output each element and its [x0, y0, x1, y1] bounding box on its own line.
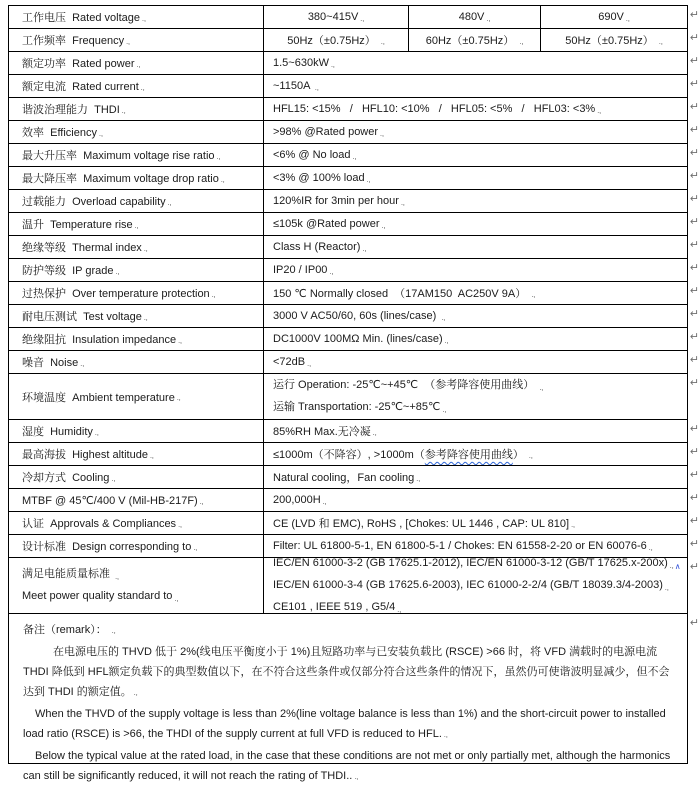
spec-value-cell [263, 443, 687, 465]
spec-value-cell [540, 29, 687, 51]
spec-label: 满足电能质量标准 [22, 567, 114, 580]
cell-end-mark: ., [441, 314, 446, 322]
row-end-mark: ↵ [689, 446, 699, 458]
table-row-voltage-drop [9, 167, 699, 190]
row-end-mark: ↵ [689, 193, 699, 205]
table-row-efficiency [9, 121, 699, 144]
spec-value-cell [263, 535, 687, 557]
spec-label: 工作频率 Frequency [22, 35, 125, 47]
spec-value-cell [263, 259, 687, 281]
cell-end-mark: ., [80, 360, 85, 368]
cell-end-mark: ., [329, 268, 334, 276]
table-row-cooling [9, 466, 699, 489]
row-end-mark: ↵ [689, 285, 699, 297]
spec-value-cell [263, 328, 687, 350]
row-end-mark: ↵ [689, 170, 699, 182]
table-row-power-quality [9, 558, 699, 614]
spec-label: Meet power quality standard to [22, 589, 173, 602]
cell-end-mark: ., [216, 153, 221, 161]
cell-end-mark: ., [442, 406, 447, 414]
value-line [273, 397, 446, 419]
cell-end-mark: ., [381, 222, 386, 230]
spec-label: 绝缘等级 Thermal index [22, 242, 142, 254]
row-end-mark: ↵ [689, 55, 699, 67]
spec-label: 温升 Temperature rise [22, 219, 133, 231]
cell-end-mark: ., [220, 176, 225, 184]
table-row-remark [9, 614, 699, 782]
row-end-mark: ↵ [689, 423, 699, 435]
remark-cell [9, 614, 687, 782]
cell-end-mark: ., [193, 544, 198, 552]
cell-end-mark: ., [486, 15, 491, 23]
remark-title: 备注（remark）： [23, 624, 110, 636]
remark-text: When the THVD of the supply voltage is less than 2%(line voltage balance is less than 1%) and the short-circuit power to installed load ratio (RSCE) is >66, the THDI of the supply current at full VFD is reduced to HFL. [23, 708, 669, 740]
cell-end-mark: ., [121, 107, 126, 115]
cell-end-mark: ., [314, 84, 319, 92]
spec-value-cell [408, 29, 540, 51]
spec-value: Filter: UL 61800-5-1, EN 61800-5-1 / Chokes: EN 61558-2-20 or EN 60076-6 [273, 540, 647, 552]
spec-label: 设计标准 Design corresponding to [22, 541, 192, 553]
spec-label-cell [9, 98, 263, 120]
table-row-noise [9, 351, 699, 374]
spec-value: <6% @ No load [273, 149, 351, 161]
spec-label: MTBF @ 45℃/400 V (Mil-HB-217F) [22, 494, 198, 507]
cell-end-mark: ., [211, 291, 216, 299]
spec-label-cell [9, 6, 263, 28]
table-row-rated-voltage [9, 6, 699, 29]
spec-value: 3000 V AC50/60, 60s (lines/case) [273, 310, 440, 322]
spec-value-cell [263, 190, 687, 212]
row-end-mark: ↵ [689, 124, 699, 136]
spec-value-cell [263, 282, 687, 304]
spec-value: 200,000H [273, 494, 321, 506]
cell-end-mark: ., [140, 84, 145, 92]
spec-value-cell [263, 466, 687, 488]
spec-value: CE101 , IEEE 519 , G5/4 [273, 600, 396, 613]
value-line [273, 597, 401, 614]
value-line [273, 375, 543, 397]
spec-label-cell [9, 489, 263, 511]
table-row-ip-grade [9, 259, 699, 282]
spec-value: 150 ℃ Normally closed （17AM150 AC250V 9A） [273, 288, 530, 300]
cell-end-mark: ., [539, 384, 544, 392]
cell-end-mark: ., [174, 595, 179, 603]
row-end-mark: ↵ [689, 147, 699, 159]
spec-value: IEC/EN 61000-3-4 (GB 17625.6-2003), IEC 61000-2-2/4 (GB/T 18039.3/4-2003) [273, 578, 663, 591]
spec-label-cell [9, 535, 263, 557]
table-row-over-temp-protection [9, 282, 699, 305]
cell-end-mark: ., [380, 38, 385, 46]
row-end-mark: ↵ [689, 308, 699, 320]
cell-end-mark: ., [443, 732, 448, 739]
spec-value-cell [540, 6, 687, 28]
spec-value: 480V [458, 11, 485, 23]
spec-label-cell [9, 236, 263, 258]
spec-label: 效率 Efficiency [22, 127, 97, 139]
cell-end-mark: ., [178, 521, 182, 529]
spec-value-cell [263, 98, 687, 120]
table-row-temperature-rise [9, 213, 699, 236]
spec-value-cell [263, 121, 687, 143]
spec-value-cell [263, 351, 687, 373]
spec-value: >98% @Rated power [273, 126, 379, 138]
cell-end-mark: ., [115, 573, 119, 581]
row-end-mark: ↵ [689, 515, 699, 527]
remark-paragraph-en2 [23, 746, 673, 788]
spec-label: 额定电流 Rated current [22, 81, 139, 93]
cell-end-mark: ., [167, 199, 172, 207]
table-row-approvals [9, 512, 699, 535]
table-row-frequency [9, 29, 699, 52]
cell-end-mark: ., [126, 38, 130, 46]
table-row-rated-current [9, 75, 699, 98]
spec-label-cell [9, 121, 263, 143]
row-end-mark: ↵ [689, 538, 699, 550]
spec-label: 最大升压率 Maximum voltage rise ratio [22, 150, 215, 162]
spec-value: 85%RH Max.无冷凝 [273, 426, 371, 438]
spec-value: ） [512, 449, 527, 461]
cell-end-mark: ., [669, 562, 674, 570]
spec-label: 防护等级 IP grade [22, 265, 114, 277]
row-end-mark: ↵ [689, 561, 699, 573]
cell-end-mark: ., [94, 429, 99, 437]
cell-end-mark: ., [664, 584, 669, 592]
cell-end-mark: ., [99, 130, 103, 138]
cell-end-mark: ., [176, 395, 181, 402]
spec-value-cell [263, 512, 687, 534]
spec-value: ≤1000m（不降容）, >1000m（ [273, 449, 425, 461]
spec-label: 过载能力 Overload capability [22, 196, 166, 208]
row-end-mark: ↵ [689, 262, 699, 274]
spec-label: 最大降压率 Maximum voltage drop ratio [22, 173, 219, 185]
spec-value: Class H (Reactor) [273, 241, 361, 253]
spec-label-cell [9, 512, 263, 534]
proofing-mark: ∧ [674, 561, 681, 571]
spec-value-cell [263, 305, 687, 327]
spec-value: 50Hz（±0.75Hz） [287, 35, 379, 47]
spec-value: 运输 Transportation: -25℃~+85℃ [273, 400, 441, 413]
row-end-mark: ↵ [689, 469, 699, 481]
label-line [22, 586, 178, 608]
spec-label-cell [9, 259, 263, 281]
cell-end-mark: ., [400, 199, 405, 207]
spec-value-cell [263, 52, 687, 74]
row-end-mark: ↵ [689, 78, 699, 90]
spec-label-cell [9, 466, 263, 488]
row-end-mark: ↵ [689, 331, 699, 343]
remark-paragraph-cn [23, 642, 673, 704]
spec-label: 认证 Approvals & Compliances [22, 518, 177, 530]
spec-value: ~1150A [273, 80, 313, 92]
cell-end-mark: ., [416, 475, 421, 483]
spec-value: 690V [598, 11, 624, 23]
cell-end-mark: ., [571, 521, 575, 529]
spec-value: ≤105k @Rated power [273, 218, 380, 230]
table-row-overload [9, 190, 699, 213]
spec-value-cell [408, 6, 540, 28]
cell-end-mark: ., [597, 107, 602, 115]
table-row-insulation-impedance [9, 328, 699, 351]
remark-text: Below the typical value at the rated load, in the case that these conditions are not met or only partially met, although the harmonics can still be significantly reduced, it will not reach the rating of THDI.. [23, 750, 674, 782]
spec-value: 60Hz（±0.75Hz） [425, 35, 518, 47]
spec-label-cell [9, 558, 263, 613]
spec-label: 噪音 Noise [22, 357, 79, 369]
row-end-mark: ↵ [689, 9, 699, 21]
spec-value: <3% @ 100% load [273, 172, 365, 184]
table-row-rated-power [9, 52, 699, 75]
cell-end-mark: ., [528, 452, 533, 460]
spec-label-cell [9, 305, 263, 327]
cell-end-mark: ., [362, 245, 367, 253]
cell-end-mark: ., [143, 314, 148, 322]
row-end-mark: ↵ [689, 101, 699, 113]
spec-value: 120%IR for 3min per hour [273, 195, 399, 207]
row-end-mark: ↵ [689, 492, 699, 504]
spec-label: 谐波治理能力 THDI [22, 104, 120, 116]
table-row-thdi [9, 98, 699, 121]
spec-label-cell [9, 52, 263, 74]
cell-end-mark: ., [360, 15, 365, 23]
spec-value: IP20 / IP00 [273, 264, 328, 276]
spec-label-cell [9, 443, 263, 465]
spec-label: 冷却方式 Cooling [22, 472, 110, 484]
cell-end-mark: ., [658, 38, 663, 46]
cell-end-mark: ., [199, 498, 204, 506]
row-end-mark: ↵ [689, 32, 699, 44]
spec-value: HFL15: <15% / HFL10: <10% / HFL05: <5% / HFL03: <3% [273, 103, 596, 115]
spec-label-cell [9, 29, 263, 51]
row-end-mark: ↵ [689, 617, 699, 629]
spec-value-cell [263, 213, 687, 235]
spec-label-cell [9, 167, 263, 189]
table-row-voltage-rise [9, 144, 699, 167]
cell-end-mark: ., [380, 130, 384, 138]
spec-label: 绝缘阻抗 Insulation impedance [22, 334, 177, 346]
cell-end-mark: ., [149, 452, 154, 460]
value-line [273, 575, 669, 597]
spec-value: 运行 Operation: -25℃~+45℃ （参考降容使用曲线） [273, 378, 538, 391]
cell-end-mark: ., [625, 15, 630, 23]
spec-table [8, 5, 699, 782]
label-line [22, 564, 119, 586]
spec-value-spellcheck: 参考降容使用曲线 [424, 449, 513, 461]
spec-value: Natural cooling，Fan cooling [273, 472, 415, 484]
table-row-ambient-temperature [9, 374, 699, 420]
spec-value: 380~415V [307, 11, 359, 23]
cell-end-mark: ., [143, 245, 148, 253]
cell-end-mark: ., [133, 690, 138, 697]
spec-label-cell [9, 328, 263, 350]
table-row-thermal-index [9, 236, 699, 259]
cell-end-mark: ., [354, 774, 359, 781]
spec-label-cell [9, 190, 263, 212]
spec-label-cell [9, 75, 263, 97]
spec-value-cell [263, 6, 408, 28]
table-row-humidity [9, 420, 699, 443]
spec-value-cell [263, 420, 687, 442]
spec-label-cell [9, 351, 263, 373]
row-end-mark: ↵ [689, 354, 699, 366]
cell-end-mark: ., [307, 360, 312, 368]
spec-value: IEC/EN 61000-3-2 (GB 17625.1-2012), IEC/EN 61000-3-12 (GB/T 17625.x-200x) [273, 558, 668, 569]
row-end-mark: ↵ [689, 239, 699, 251]
spec-label-cell [9, 420, 263, 442]
spec-value-cell [263, 558, 687, 613]
cell-end-mark: ., [178, 337, 182, 345]
cell-end-mark: ., [352, 153, 357, 161]
cell-end-mark: ., [372, 429, 377, 437]
spec-value: 50Hz（±0.75Hz） [565, 35, 657, 47]
spec-value-cell [263, 144, 687, 166]
spec-label: 额定功率 Rated power [22, 58, 135, 70]
remark-title-line [23, 620, 673, 642]
spec-value: 1.5~630kW [273, 57, 329, 69]
value-line [273, 558, 681, 575]
cell-end-mark: ., [136, 61, 141, 69]
table-row-mtbf [9, 489, 699, 512]
spec-value-cell [263, 489, 687, 511]
spec-value: DC1000V 100MΩ Min. (lines/case) [273, 333, 443, 345]
cell-end-mark: ., [111, 628, 116, 635]
cell-end-mark: ., [111, 475, 116, 483]
spec-value: <72dB [273, 356, 306, 368]
row-end-mark: ↵ [689, 216, 699, 228]
spec-value-cell [263, 374, 687, 419]
cell-end-mark: ., [330, 61, 335, 69]
cell-end-mark: ., [531, 291, 536, 299]
row-end-mark: ↵ [689, 377, 699, 389]
cell-end-mark: ., [142, 15, 146, 23]
spec-label: 工作电压 Rated voltage [22, 12, 140, 24]
spec-value-cell [263, 167, 687, 189]
cell-end-mark: ., [322, 498, 327, 506]
spec-label-cell [9, 282, 263, 304]
spec-label: 最高海拔 Highest altitude [22, 449, 148, 461]
table-row-design-standard [9, 535, 699, 558]
spec-label: 过热保护 Over temperature protection [22, 288, 210, 300]
cell-end-mark: ., [115, 268, 120, 276]
spec-label-cell [9, 374, 263, 419]
spec-value-cell [263, 75, 687, 97]
table-row-highest-altitude [9, 443, 699, 466]
cell-end-mark: ., [444, 337, 449, 345]
spec-value-cell [263, 236, 687, 258]
spec-value-cell [263, 29, 408, 51]
cell-end-mark: ., [648, 544, 653, 552]
table-row-test-voltage [9, 305, 699, 328]
remark-text: 在电源电压的 THVD 低于 2%(线电压平衡度小于 1%)且短路功率与已安装负载比 (RSCE) >66 时，将 VFD 满载时的电源电流 THDI 降低到 HFL额定负载下的典型数值以下，在不符合这些条件或仅部分符合这些条件的情况下，虽然仍可使谐波明显减少，但不会达到 THDI 的额定值。 [23, 646, 670, 698]
spec-label: 耐电压测试 Test voltage [22, 311, 142, 323]
remark-paragraph-en1 [23, 704, 673, 746]
cell-end-mark: ., [397, 606, 402, 613]
spec-value: CE (LVD 和 EMC), RoHS , [Chokes: UL 1446 , CAP: UL 810] [273, 518, 570, 530]
cell-end-mark: ., [519, 38, 524, 46]
cell-end-mark: ., [134, 222, 139, 230]
spec-label-cell [9, 144, 263, 166]
spec-label: 湿度 Humidity [22, 426, 93, 438]
cell-end-mark: ., [366, 176, 371, 184]
spec-label: 环境温度 Ambient temperature [22, 391, 175, 404]
spec-label-cell [9, 213, 263, 235]
